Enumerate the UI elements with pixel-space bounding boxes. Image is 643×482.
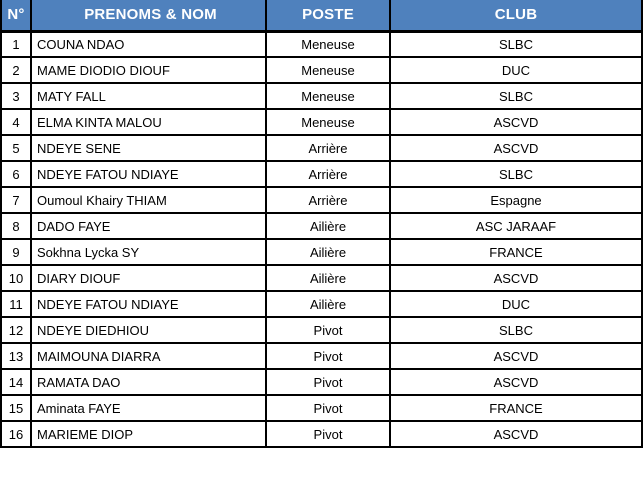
cell-num: 14 — [1, 369, 31, 395]
cell-club: ASCVD — [390, 369, 642, 395]
cell-num: 9 — [1, 239, 31, 265]
table-row — [1, 135, 642, 161]
cell-name: MAIMOUNA DIARRA — [31, 343, 266, 369]
cell-club: ASCVD — [390, 109, 642, 135]
cell-poste: Arrière — [266, 187, 390, 213]
table-row — [1, 213, 642, 239]
cell-poste: Pivot — [266, 343, 390, 369]
cell-poste: Arrière — [266, 135, 390, 161]
cell-poste: Arrière — [266, 161, 390, 187]
table-row — [1, 317, 642, 343]
cell-num: 6 — [1, 161, 31, 187]
table-row — [1, 239, 642, 265]
cell-num: 4 — [1, 109, 31, 135]
cell-num: 2 — [1, 57, 31, 83]
cell-club: SLBC — [390, 161, 642, 187]
cell-name: DADO FAYE — [31, 213, 266, 239]
cell-num: 13 — [1, 343, 31, 369]
cell-name: COUNA NDAO — [31, 31, 266, 57]
cell-name: DIARY DIOUF — [31, 265, 266, 291]
cell-name: MARIEME DIOP — [31, 421, 266, 447]
table-body — [1, 31, 642, 447]
col-header-name: PRENOMS & NOM — [31, 0, 266, 31]
cell-name: MAME DIODIO DIOUF — [31, 57, 266, 83]
table-row — [1, 421, 642, 447]
cell-poste: Ailière — [266, 291, 390, 317]
table-row — [1, 31, 642, 57]
cell-poste: Ailière — [266, 213, 390, 239]
table-row — [1, 161, 642, 187]
cell-poste: Meneuse — [266, 83, 390, 109]
cell-club: ASCVD — [390, 135, 642, 161]
table-row — [1, 343, 642, 369]
cell-club: DUC — [390, 57, 642, 83]
cell-club: FRANCE — [390, 239, 642, 265]
cell-poste: Ailière — [266, 239, 390, 265]
cell-num: 3 — [1, 83, 31, 109]
cell-name: NDEYE SENE — [31, 135, 266, 161]
cell-poste: Ailière — [266, 265, 390, 291]
col-header-num: N° — [1, 0, 31, 31]
table-row — [1, 83, 642, 109]
cell-name: Oumoul Khairy THIAM — [31, 187, 266, 213]
header-row — [1, 0, 642, 31]
cell-name: ELMA KINTA MALOU — [31, 109, 266, 135]
cell-num: 11 — [1, 291, 31, 317]
cell-club: ASCVD — [390, 343, 642, 369]
table-row — [1, 369, 642, 395]
cell-club: FRANCE — [390, 395, 642, 421]
cell-name: Sokhna Lycka SY — [31, 239, 266, 265]
cell-poste: Meneuse — [266, 57, 390, 83]
cell-club: ASCVD — [390, 265, 642, 291]
table-header — [1, 0, 642, 31]
cell-club: DUC — [390, 291, 642, 317]
cell-club: SLBC — [390, 83, 642, 109]
table-row — [1, 265, 642, 291]
cell-name: NDEYE DIEDHIOU — [31, 317, 266, 343]
cell-num: 8 — [1, 213, 31, 239]
cell-num: 10 — [1, 265, 31, 291]
cell-poste: Meneuse — [266, 31, 390, 57]
cell-num: 5 — [1, 135, 31, 161]
cell-num: 15 — [1, 395, 31, 421]
cell-name: MATY FALL — [31, 83, 266, 109]
cell-club: SLBC — [390, 317, 642, 343]
cell-name: NDEYE FATOU NDIAYE — [31, 161, 266, 187]
cell-num: 7 — [1, 187, 31, 213]
cell-club: SLBC — [390, 31, 642, 57]
table-row — [1, 395, 642, 421]
cell-club: Espagne — [390, 187, 642, 213]
cell-poste: Meneuse — [266, 109, 390, 135]
cell-name: NDEYE FATOU NDIAYE — [31, 291, 266, 317]
table-row — [1, 109, 642, 135]
table-row — [1, 187, 642, 213]
col-header-poste: POSTE — [266, 0, 390, 31]
cell-poste: Pivot — [266, 369, 390, 395]
cell-poste: Pivot — [266, 317, 390, 343]
cell-num: 12 — [1, 317, 31, 343]
table-row — [1, 57, 642, 83]
cell-num: 1 — [1, 31, 31, 57]
cell-poste: Pivot — [266, 395, 390, 421]
cell-club: ASC JARAAF — [390, 213, 642, 239]
cell-num: 16 — [1, 421, 31, 447]
cell-name: RAMATA DAO — [31, 369, 266, 395]
col-header-club: CLUB — [390, 0, 642, 31]
cell-club: ASCVD — [390, 421, 642, 447]
table-row — [1, 291, 642, 317]
cell-name: Aminata FAYE — [31, 395, 266, 421]
cell-poste: Pivot — [266, 421, 390, 447]
